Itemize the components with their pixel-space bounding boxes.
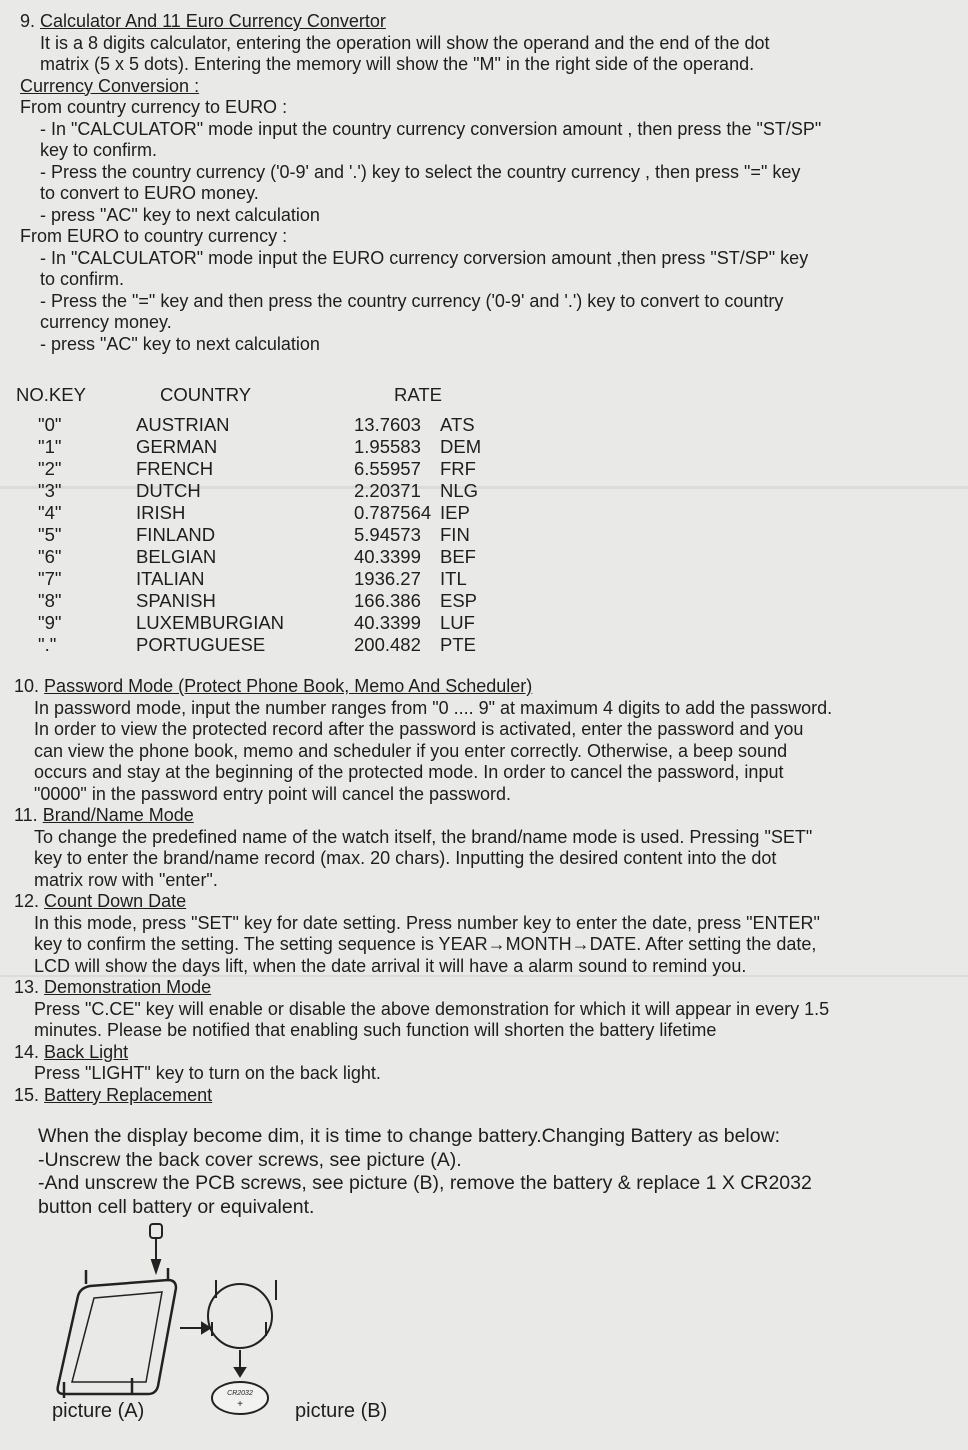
row-rate: 1.95583 [354, 436, 421, 457]
row-country: AUSTRIAN [136, 414, 230, 435]
section-10-line: occurs and stay at the beginning of the protected mode. In order to cancel the password, input [34, 762, 784, 782]
currency-conversion-subheading: Currency Conversion : [20, 75, 200, 96]
row-code: ATS [440, 414, 475, 435]
row-key: "1" [38, 436, 62, 457]
section-10-line: "0000" in the password entry point will cancel the password. [34, 783, 512, 804]
to-euro-step: - press "AC" key to next calculation [40, 204, 320, 225]
to-euro-heading: From country currency to EURO : [20, 97, 288, 117]
right-arrow-icon [180, 1323, 210, 1333]
row-rate: 2.20371 [354, 480, 421, 501]
row-rate: 40.3399 [354, 612, 421, 633]
row-key: "5" [38, 524, 62, 545]
row-rate: 1936.27 [354, 568, 421, 589]
row-code: LUF [440, 612, 475, 633]
section-15-body [38, 1125, 812, 1219]
row-code: PTE [440, 634, 476, 655]
row-country: IRISH [136, 502, 186, 523]
battery-replacement-figure [40, 1218, 460, 1428]
row-rate: 200.482 [354, 634, 421, 655]
to-euro-step: - In "CALCULATOR" mode input the country currency conversion amount , then press the "ST/SP" [40, 118, 822, 139]
row-code: ITL [440, 568, 467, 589]
section-13-title: Demonstration Mode [44, 977, 212, 997]
down-arrow-icon [235, 1350, 245, 1376]
row-rate: 40.3399 [354, 546, 421, 567]
from-euro-step: - Press the "=" key and then press the country currency ('0-9' and '.') key to convert to country [40, 290, 784, 311]
section-14-line: Press "LIGHT" key to turn on the back light. [34, 1063, 381, 1083]
to-euro-step: key to confirm. [40, 140, 158, 160]
section-9-intro-line: It is a 8 digits calculator, entering the operation will show the operand and the end of the dot [40, 32, 770, 53]
pcb-icon [208, 1280, 276, 1348]
from-euro-step: - press "AC" key to next calculation [40, 333, 320, 354]
row-key: "3" [38, 480, 62, 501]
row-code: ESP [440, 590, 478, 611]
section-11-number: 11. [14, 805, 38, 825]
to-euro-step: - Press the country currency ('0-9' and '.') key to select the country currency , then press "=" key [40, 161, 801, 182]
section-10-line: In password mode, input the number ranges from "0 .... 9" at maximum 4 digits to add the password. [34, 697, 833, 718]
section-12-line: In this mode, press "SET" key for date setting. Press number key to enter the date, press "ENTER" [34, 912, 820, 933]
section-12-number: 12. [14, 891, 40, 911]
section-15-number: 15. [14, 1084, 40, 1105]
row-country: ITALIAN [136, 568, 205, 589]
row-country: PORTUGUESE [136, 634, 266, 655]
section-11-line: To change the predefined name of the watch itself, the brand/name mode is used. Pressing "SET" [34, 826, 813, 847]
section-11-heading [14, 805, 832, 827]
row-code: FRF [440, 458, 476, 479]
row-country: SPANISH [136, 590, 216, 611]
sections-10-14 [14, 676, 832, 1106]
section-12-heading [14, 891, 832, 913]
table-header-country: COUNTRY [160, 384, 252, 405]
from-euro-step: - In "CALCULATOR" mode input the EURO currency corversion amount ,then press "ST/SP" key [40, 247, 809, 268]
section-15-line: button cell battery or equivalent. [38, 1195, 315, 1218]
battery-label: CR2032 [227, 1390, 253, 1397]
row-key: "9" [38, 612, 62, 633]
section-15-line: When the display become dim, it is time to change battery.Changing Battery as below: [38, 1125, 781, 1147]
section-10-line: can view the phone book, memo and scheduler if you enter correctly. Otherwise, a beep sound [34, 740, 788, 761]
row-rate: 13.7603 [354, 414, 421, 435]
section-10-number: 10. [14, 676, 40, 696]
row-key: "2" [38, 458, 62, 479]
section-10-line: In order to view the protected record after the password is activated, enter the password and you [34, 719, 804, 739]
section-10-title: Password Mode (Protect Phone Book, Memo And Scheduler) [44, 676, 533, 696]
section-9 [20, 11, 821, 355]
section-15-line: -Unscrew the back cover screws, see picture (A). [38, 1148, 462, 1171]
row-key: "0" [38, 414, 62, 435]
to-euro-step: to convert to EURO money. [40, 183, 259, 203]
row-code: IEP [440, 502, 470, 523]
row-country: DUTCH [136, 480, 201, 501]
row-rate: 0.787564 [354, 502, 432, 523]
screwdriver-icon [150, 1224, 162, 1272]
section-10-heading [14, 676, 832, 698]
table-header-key: NO.KEY [16, 384, 86, 405]
row-rate: 6.55957 [354, 458, 421, 479]
svg-text:+: + [237, 1399, 243, 1410]
row-country: FINLAND [136, 524, 216, 545]
section-12-line: key to confirm the setting. The setting sequence is YEAR→MONTH→DATE. After setting the date, [34, 934, 817, 954]
section-13-number: 13. [14, 977, 40, 997]
row-code: FIN [440, 524, 470, 545]
row-rate: 166.386 [354, 590, 421, 611]
section-14-number: 14. [14, 1041, 40, 1062]
section-9-heading [20, 11, 821, 33]
row-code: BEF [440, 546, 476, 567]
row-code: NLG [440, 480, 479, 501]
section-13-line: minutes. Please be notified that enabling such function will shorten the battery lifetime [34, 1020, 717, 1040]
caption-picture-b: picture (B) [295, 1400, 388, 1422]
section-14-heading [14, 1042, 832, 1064]
caption-picture-a: picture (A) [52, 1400, 145, 1422]
row-key: "8" [38, 590, 62, 611]
section-9-number: 9. [20, 11, 36, 31]
row-code: DEM [440, 436, 482, 457]
section-12-title: Count Down Date [44, 891, 187, 911]
back-cover-icon [58, 1268, 176, 1398]
section-13-heading [14, 977, 832, 999]
row-rate: 5.94573 [354, 524, 421, 545]
from-euro-step: currency money. [40, 312, 172, 332]
from-euro-step: to confirm. [40, 269, 125, 289]
row-key: "6" [38, 546, 62, 567]
section-13-line: Press "C.CE" key will enable or disable the above demonstration for which it will appear in every 1.5 [34, 998, 830, 1019]
battery-icon [212, 1382, 268, 1414]
section-15-heading [14, 1085, 832, 1107]
row-country: BELGIAN [136, 546, 217, 567]
row-country: FRENCH [136, 458, 214, 479]
row-key: "7" [38, 568, 62, 589]
row-country: LUXEMBURGIAN [136, 612, 285, 633]
section-14-title: Back Light [44, 1041, 129, 1062]
section-15-title: Battery Replacement [44, 1084, 213, 1105]
section-11-line: matrix row with "enter". [34, 869, 218, 890]
row-key: "4" [38, 502, 62, 523]
section-11-title: Brand/Name Mode [42, 805, 194, 825]
from-euro-heading: From EURO to country currency : [20, 226, 288, 246]
row-country: GERMAN [136, 436, 218, 457]
section-15-line: -And unscrew the PCB screws, see picture (B), remove the battery & replace 1 X CR2032 [38, 1172, 812, 1194]
section-12-line: LCD will show the days lift, when the date arrival it will have a alarm sound to remind you. [34, 955, 747, 976]
section-9-intro-line: matrix (5 x 5 dots). Entering the memory will show the "M" in the right side of the operand. [40, 54, 755, 74]
section-9-title: Calculator And 11 Euro Currency Convertor [40, 11, 386, 31]
section-11-line: key to enter the brand/name record (max. 20 chars). Inputting the desired content into the dot [34, 848, 777, 868]
table-header-rate: RATE [394, 384, 442, 405]
row-key: "." [38, 634, 57, 655]
